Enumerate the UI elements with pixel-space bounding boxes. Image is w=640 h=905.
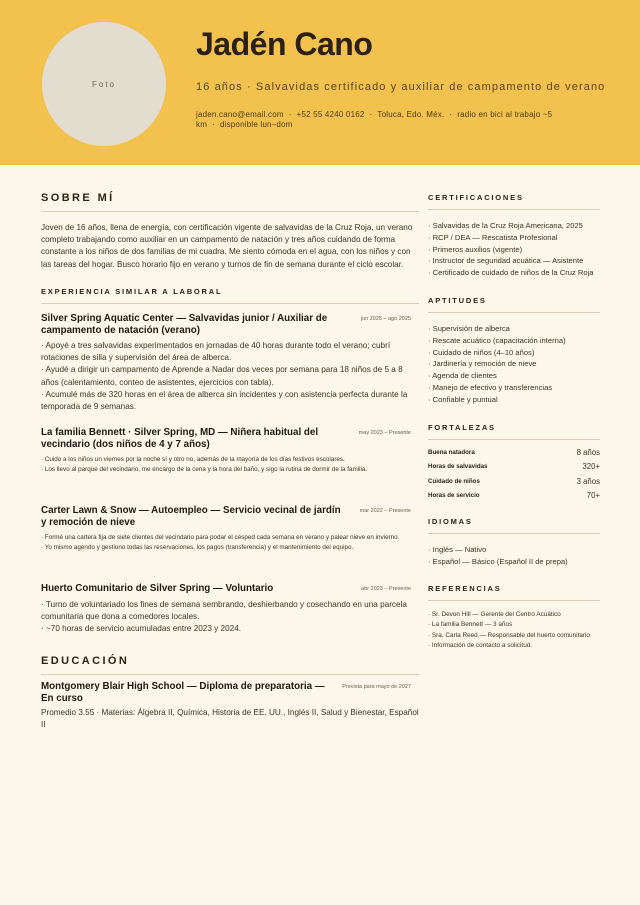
strength-value: 8 años [576,448,600,457]
candidate-tagline: 16 años · Salvavidas certificado y auxiliar de campamento de verano [196,81,606,93]
skill-item: · Supervisión de alberca [428,323,600,335]
section-divider [428,533,600,534]
strength-label: Horas de salvavidas [428,463,488,471]
section-title-education: EDUCACIÓN [41,655,130,667]
certification-item: · Certificado de cuidado de niños de la Cruz Roja [428,267,600,279]
job-date: mar 2022 – Presente [359,508,411,514]
job-date: jun 2025 – ago 2025 [360,316,411,322]
reference-item: · Sr. Devon Hill — Gerente del Centro Acuático [428,610,600,620]
languages-section [428,517,600,568]
skill-item: · Jardinería y remoción de nieve [428,358,600,370]
section-divider [428,312,600,313]
job-bullet: · Los llevo al parque del vecindario, me encargo de la cena y la hora del baño, y sigo la rutina de dormir de la familia. [41,466,368,473]
education-date: Prevista para mayo de 2027 [342,684,411,690]
reference-item: · La familia Bennett — 3 años [428,620,600,630]
resume-header [0,0,640,165]
job-title: Huerto Comunitario de Silver Spring — Voluntario [41,583,274,594]
section-divider [428,439,600,440]
profile-photo-placeholder [42,22,166,146]
strength-value: 3 años [576,476,600,486]
about-text: Joven de 16 años, llena de energía, con certificación vigente de salvavidas de la Cruz Roja, un verano completo trabajando como auxiliar en un campamento de natación y tres años cuidando de forma constante a los niños de dos familias de mi cuadra. Me siento cómoda en el agua, con los niños y con las tareas del hogar. Busco horario fijo en verano y turnos de fin de semana durante el ciclo escolar. [41,223,413,269]
job-title: Silver Spring Aquatic Center — Salvavidas junior / Auxiliar de campamento de natación (verano) [41,313,328,336]
section-title-strengths: FORTALEZAS [428,423,496,432]
job-bullet: · Formé una cartera fija de siete clientes del vecindario para podar el césped cada semana en verano y palear nieve en invierno. [41,534,400,541]
section-title-references: REFERENCIAS [428,584,502,593]
section-title-skills: APTITUDES [428,296,487,305]
skill-item: · Confiable y puntual [428,394,600,406]
education-entry [41,681,411,705]
contact-separator: · [288,110,292,119]
certification-item: · Primeros auxilios (vigente) [428,244,600,256]
job-bullet: · ~70 horas de servicio acumuladas entre 2023 y 2024. [41,624,242,634]
skill-item: · Agenda de clientes [428,370,600,382]
contact-separator: · [449,110,453,119]
reference-item: · Sra. Carla Reed — Responsable del huerto comunitario [428,631,600,641]
contact-separator: · [212,120,215,129]
certifications-section [428,193,600,279]
section-title-experience: EXPERIENCIA SIMILAR A LABORAL [41,287,223,296]
strength-value: 70+ [586,491,600,501]
section-divider [41,211,419,212]
strengths-section [428,423,600,504]
education-section [41,655,419,675]
experience-section [41,287,419,304]
strength-row [428,489,600,503]
contact-line [196,110,606,130]
education-school: Montgomery Blair High School — Diploma de preparatoria — En curso [41,681,325,704]
strength-row [428,460,600,474]
job-bullet: · Acumulé más de 320 horas en el área de alberca sin incidentes y con asistencia perfecta durante la temporada de 9 semanas. [41,389,408,412]
section-title-about: SOBRE MÍ [41,192,115,204]
certification-item: · Instructor de seguridad acuática — Asistente [428,255,600,267]
section-divider [41,674,419,675]
contact-commute: radio en bici al trabajo ~5 km [196,110,553,129]
job-bullet: · Cuido a los niños un viernes por la noche sí y otro no, además de la mayoría de los días festivos escolares. [41,456,345,463]
strength-label: Cuidado de niños [428,477,480,485]
section-title-languages: IDIOMAS [428,517,473,526]
job-entry [41,505,411,553]
job-entry [41,313,411,413]
strength-label: Buena natadora [428,449,475,456]
job-entry [41,583,411,636]
contact-location: Toluca, Edo. Méx. [377,110,445,119]
job-bullet: · Yo mismo agendo y gestiono todas las reservaciones, los pagos (transferencia) y el mantenimiento del equipo. [41,544,354,551]
job-date: may 2023 – Presente [358,430,411,436]
job-bullet: · Turno de voluntariado los fines de semana sembrando, deshierbando y cosechando en una parcela comunitaria que dona a comedores locales. [41,600,407,622]
job-bullet: · Ayudé a dirigir un campamento de Aprende a Nadar dos veces por semana para 18 niños de 5 a 8 años (calentamiento, conteo de asistentes, ejercicios con tabla). [41,365,403,387]
section-title-certifications: CERTIFICACIONES [428,193,524,202]
strength-row [428,446,600,460]
contact-separator: · [369,110,373,119]
candidate-name: Jadén Cano [196,26,373,62]
photo-label: Foto [91,79,116,89]
job-entry [41,427,411,475]
language-item: · Inglés — Nativo [428,544,600,556]
job-date: abr 2023 – Presente [361,586,411,592]
skill-item: · Cuidado de niños (4–10 años) [428,347,600,359]
contact-availability: disponible lun–dom [219,120,293,129]
section-divider [41,303,419,304]
strength-row [428,475,600,489]
strength-label: Horas de servicio [428,492,480,500]
section-divider [428,600,600,601]
certification-item: · RCP / DEA — Rescatista Profesional [428,232,600,244]
reference-item: · Información de contacto a solicitud. [428,641,600,651]
certification-item: · Salvavidas de la Cruz Roja Americana, 2025 [428,220,600,232]
education-details: Promedio 3.55 · Materias: Álgebra II, Química, Historia de EE. UU., Inglés II, Salud y Bienestar, Español II [41,708,419,730]
contact-email[interactable]: jaden.cano@email.com [196,110,284,119]
strength-value: 320+ [582,462,600,472]
job-title: Carter Lawn & Snow — Autoempleo — Servicio vecinal de jardín y remoción de nieve [41,505,341,528]
section-divider [428,209,600,210]
references-section [428,584,600,652]
skills-section [428,296,600,406]
about-section [41,192,419,271]
job-title: La familia Bennett · Silver Spring, MD — Niñera habitual del vecindario (dos niños de 4 y 7 años) [41,427,319,450]
skill-item: · Rescate acuático (capacitación interna) [428,335,600,347]
job-bullet: · Apoyé a tres salvavidas experimentados en jornadas de 40 horas durante todo el verano; cubrí rotaciones de silla y supervisión del área de alberca. [41,341,391,363]
language-item: · Español — Básico (Español II de prepa) [428,556,600,568]
contact-phone[interactable]: +52 55 4240 0162 [296,110,365,119]
skill-item: · Manejo de efectivo y transferencias [428,382,600,394]
